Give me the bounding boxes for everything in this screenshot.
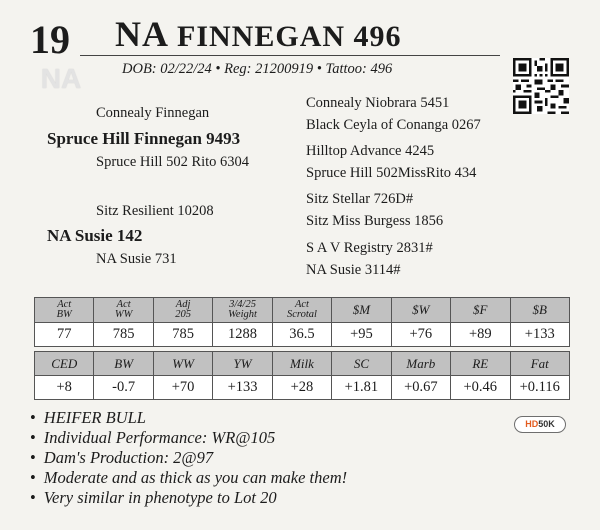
- note-item: • Very similar in phenotype to Lot 20: [30, 488, 347, 508]
- note-item: • HEIFER BULL: [30, 408, 347, 428]
- epd-value: +133: [213, 376, 272, 400]
- hd50k-prefix: HD: [525, 419, 539, 429]
- perf-value: 785: [153, 323, 212, 347]
- epd-header: BW: [94, 352, 153, 376]
- perf-header-adj-205: [153, 298, 212, 323]
- animal-name-rest: FINNEGAN 496: [177, 20, 402, 53]
- epd-header: YW: [213, 352, 272, 376]
- epd-value: +70: [153, 376, 212, 400]
- animal-meta-line: DOB: 02/22/24 • Reg: 21200919 • Tattoo: 496: [122, 61, 393, 77]
- perf-value: 785: [94, 323, 153, 347]
- epd-value: +0.46: [451, 376, 510, 400]
- epd-value: +0.116: [510, 376, 570, 400]
- pedigree-sd-dam: Spruce Hill 502MissRito 434: [306, 165, 477, 181]
- perf-value: +76: [391, 323, 450, 347]
- perf-value: +89: [451, 323, 510, 347]
- epd-header: RE: [451, 352, 510, 376]
- epd-value: +28: [272, 376, 331, 400]
- pedigree-ds-sire: Sitz Stellar 726D#: [306, 191, 414, 207]
- perf-header-line2: WW: [114, 309, 133, 320]
- hd50k-badge: [514, 416, 566, 433]
- perf-header-line1: Act: [294, 299, 309, 310]
- perf-header-line2: BW: [56, 309, 72, 320]
- perf-header-line1: Act: [116, 299, 131, 310]
- epd-header: SC: [332, 352, 391, 376]
- pedigree-sire-dam: Spruce Hill 502 Rito 6304: [96, 154, 250, 170]
- perf-header-dollar-f: $F: [451, 298, 510, 323]
- epd-value-row: [35, 376, 570, 400]
- pedigree-ss-sire: Connealy Niobrara 5451: [306, 95, 450, 111]
- perf-header-act-ww: [94, 298, 153, 323]
- epd-header: WW: [153, 352, 212, 376]
- performance-value-row: [35, 323, 570, 347]
- epd-table: [34, 351, 570, 400]
- animal-name-prefix: NA: [115, 14, 168, 54]
- perf-header-weight: [213, 298, 272, 323]
- perf-value: 1288: [213, 323, 272, 347]
- perf-header-line2: 205: [175, 309, 191, 320]
- lot-number: 19: [30, 17, 70, 62]
- hd50k-suffix: 50K: [538, 419, 555, 429]
- perf-value: +133: [510, 323, 570, 347]
- perf-header-line2: Scrotal: [286, 309, 317, 320]
- pedigree-sd-sire: Hilltop Advance 4245: [306, 143, 435, 159]
- perf-header-scrotal: [272, 298, 331, 323]
- perf-header-line2: Weight: [228, 309, 257, 320]
- qr-code-icon[interactable]: [513, 58, 569, 114]
- pedigree-ds-dam: Sitz Miss Burgess 1856: [306, 213, 444, 229]
- epd-value: +8: [35, 376, 94, 400]
- perf-header-line1: Act: [57, 299, 72, 310]
- performance-header-row: [35, 298, 570, 323]
- pedigree-dam-sire: Sitz Resilient 10208: [96, 203, 214, 219]
- pedigree-dam-dam: NA Susie 731: [96, 251, 177, 267]
- performance-table: [34, 297, 570, 347]
- perf-header-line1: 3/4/25: [229, 299, 256, 310]
- pedigree-dd-dam: NA Susie 3114#: [306, 262, 401, 278]
- perf-header-line1: Adj: [175, 299, 191, 310]
- pedigree-dam: NA Susie 142: [47, 226, 143, 245]
- epd-header-row: [35, 352, 570, 376]
- perf-value: +95: [332, 323, 391, 347]
- header-rule: [80, 55, 500, 56]
- perf-value: 77: [35, 323, 94, 347]
- animal-name: [115, 12, 402, 59]
- epd-header: Marb: [391, 352, 450, 376]
- pedigree-ss-dam: Black Ceyla of Conanga 0267: [306, 117, 481, 133]
- notes-list: [30, 408, 347, 508]
- note-item: • Moderate and as thick as you can make them!: [30, 468, 347, 488]
- perf-value: 36.5: [272, 323, 331, 347]
- epd-header: Fat: [510, 352, 570, 376]
- na-logo: NA: [40, 63, 82, 94]
- perf-header-act-bw: [35, 298, 94, 323]
- epd-header: Milk: [272, 352, 331, 376]
- perf-header-dollar-b: $B: [510, 298, 570, 323]
- epd-value: +0.67: [391, 376, 450, 400]
- note-item: • Dam's Production: 2@97: [30, 448, 347, 468]
- epd-value: -0.7: [94, 376, 153, 400]
- note-item: • Individual Performance: WR@105: [30, 428, 347, 448]
- pedigree-dd-sire: S A V Registry 2831#: [306, 240, 433, 256]
- epd-value: +1.81: [332, 376, 391, 400]
- pedigree-sire: Spruce Hill Finnegan 9493: [47, 129, 241, 148]
- pedigree-sire-sire: Connealy Finnegan: [96, 105, 210, 121]
- epd-header: CED: [35, 352, 94, 376]
- perf-header-dollar-w: $W: [391, 298, 450, 323]
- perf-header-dollar-m: $M: [332, 298, 391, 323]
